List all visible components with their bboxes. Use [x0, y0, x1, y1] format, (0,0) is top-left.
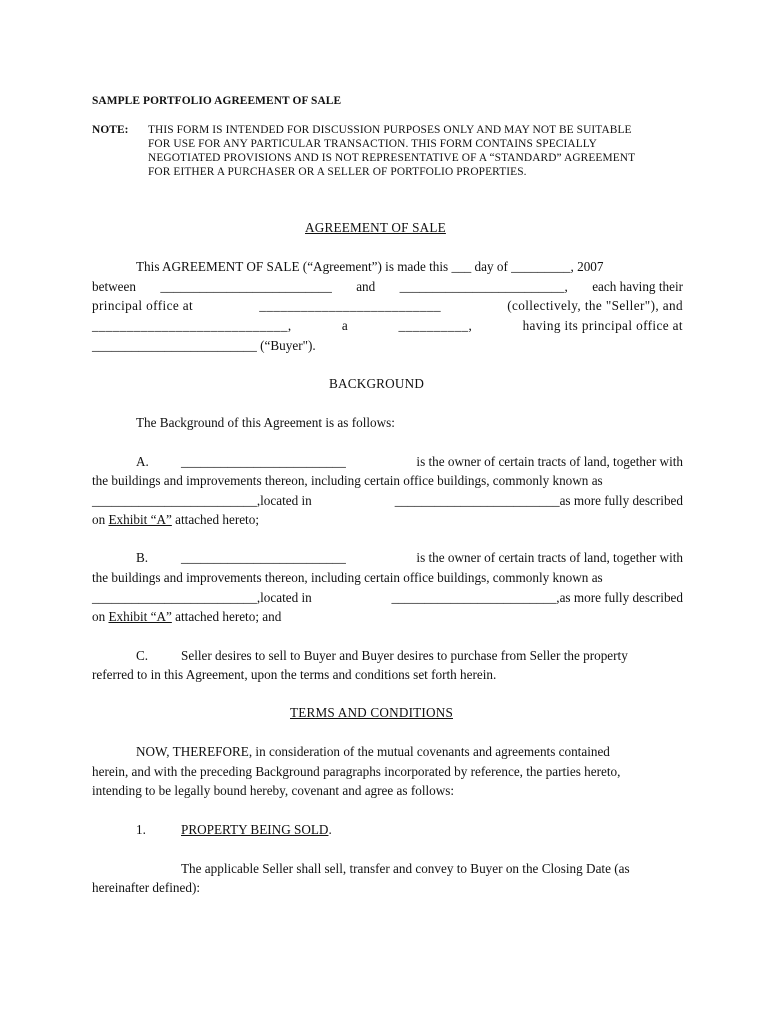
agreement-line: ____________________________, a __________, having its principal office at [92, 318, 683, 333]
note-line: THIS FORM IS INTENDED FOR DISCUSSION PURPOSES ONLY AND MAY NOT BE SUITABLE [148, 124, 632, 136]
paragraph-letter: A. [136, 454, 149, 469]
paragraph-line: referred to in this Agreement, upon the terms and conditions set forth herein. [92, 667, 497, 682]
note-label: NOTE: [92, 124, 129, 136]
background-heading: BACKGROUND [329, 376, 425, 391]
paragraph-line: _________________________ is the owner of certain tracts of land, together with [181, 454, 683, 469]
paragraph-line: Seller desires to sell to Buyer and Buyer desires to purchase from Seller the property [181, 648, 628, 663]
paragraph-line: on Exhibit “A” attached hereto; [92, 512, 259, 527]
section-line: hereinafter defined): [92, 880, 200, 895]
note-line: FOR USE FOR ANY PARTICULAR TRANSACTION. THIS FORM CONTAINS SPECIALLY [148, 138, 597, 150]
paragraph-line: _________________________,located in _________________________,as more fully described [92, 590, 683, 605]
agreement-line: principal office at __________________________ (collectively, the "Seller"), and [92, 298, 683, 313]
exhibit-reference: Exhibit “A” [108, 609, 172, 624]
exhibit-reference: Exhibit “A” [108, 512, 172, 527]
agreement-line: This AGREEMENT OF SALE (“Agreement”) is made this ___ day of _________, 2007 [136, 259, 604, 274]
agreement-heading: AGREEMENT OF SALE [305, 220, 446, 235]
agreement-line: between __________________________ and _________________________, each having their [92, 279, 683, 294]
paragraph-line: _________________________ is the owner of certain tracts of land, together with [181, 550, 683, 565]
paragraph-line: _________________________,located in _________________________as more fully described [92, 493, 683, 508]
note-line: NEGOTIATED PROVISIONS AND IS NOT REPRESENTATIVE OF A “STANDARD” AGREEMENT [148, 152, 636, 164]
note-line: FOR EITHER A PURCHASER OR A SELLER OF PORTFOLIO PROPERTIES. [148, 166, 527, 178]
terms-heading: TERMS AND CONDITIONS [290, 705, 453, 720]
terms-line: NOW, THEREFORE, in consideration of the mutual covenants and agreements contained [136, 744, 610, 759]
paragraph-letter: C. [136, 648, 149, 663]
section-number: 1. [136, 822, 146, 837]
background-intro: The Background of this Agreement is as follows: [136, 415, 395, 430]
paragraph-letter: B. [136, 550, 149, 565]
paragraph-line: the buildings and improvements thereon, including certain office buildings, commonly known as [92, 570, 603, 585]
section-line: The applicable Seller shall sell, transfer and convey to Buyer on the Closing Date (as [181, 861, 630, 876]
section-title: PROPERTY BEING SOLD. [181, 822, 332, 837]
document-title: SAMPLE PORTFOLIO AGREEMENT OF SALE [92, 95, 342, 107]
terms-line: intending to be legally bound hereby, covenant and agree as follows: [92, 783, 455, 798]
paragraph-line: on Exhibit “A” attached hereto; and [92, 609, 282, 624]
paragraph-line: the buildings and improvements thereon, including certain office buildings, commonly known as [92, 473, 603, 488]
terms-line: herein, and with the preceding Background paragraphs incorporated by reference, the parties hereto, [92, 764, 621, 779]
agreement-line: _________________________ (“Buyer"). [92, 338, 316, 353]
